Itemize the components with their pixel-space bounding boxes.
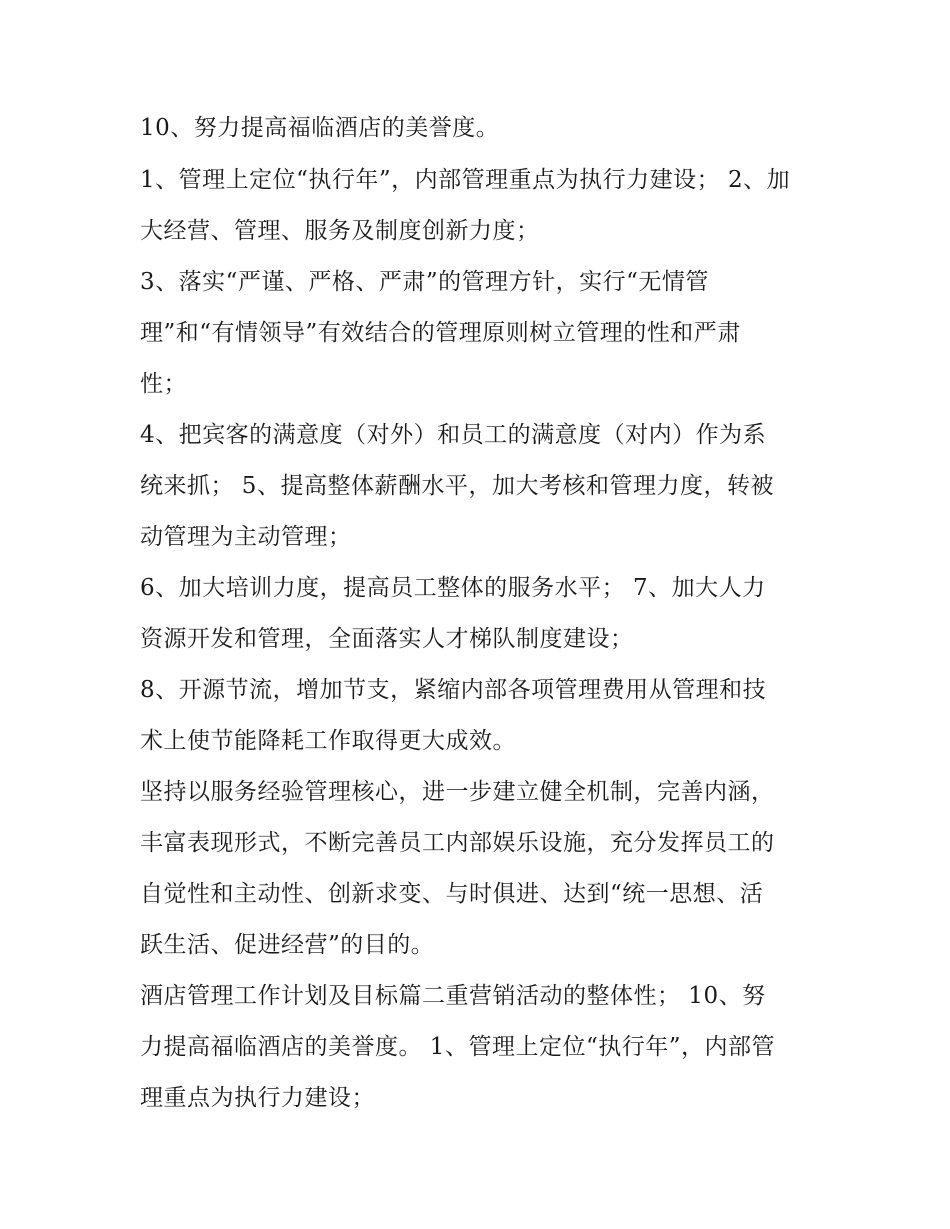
text-line: 酒店管理工作计划及目标篇二重营销活动的整体性； 10、努 [140, 983, 766, 1009]
text-line: 4、把宾客的满意度（对外）和员工的满意度（对内）作为系 [140, 422, 767, 448]
text-line: 自觉性和主动性、创新求变、与时俱进、达到“统一思想、活 [140, 881, 764, 907]
text-line: 术上使节能降耗工作取得更大成效。 [140, 728, 516, 754]
text-line: 丰富表现形式，不断完善员工内部娱乐设施，充分发挥员工的 [140, 830, 775, 856]
text-line: 1、管理上定位“执行年”，内部管理重点为执行力建设； 2、加 [140, 167, 791, 193]
text-line: 理”和“有情领导”有效结合的管理原则树立管理的性和严肃 [140, 320, 741, 346]
text-line: 动管理为主动管理； [140, 524, 352, 550]
text-line: 力提高福临酒店的美誉度。 1、管理上定位“执行年”，内部管 [140, 1034, 775, 1060]
text-line: 8、开源节流，增加节支，紧缩内部各项管理费用从管理和技 [140, 677, 767, 703]
text-line: 资源开发和管理，全面落实人才梯队制度建设； [140, 626, 634, 652]
text-line: 性； [140, 371, 187, 397]
text-line: 统来抓； 5、提高整体薪酬水平，加大考核和管理力度，转被 [140, 473, 774, 499]
text-line: 3、落实“严谨、严格、严肃”的管理方针，实行“无情管 [140, 269, 709, 295]
text-line: 6、加大培训力度，提高员工整体的服务水平； 7、加大人力 [140, 575, 766, 601]
text-line: 10、努力提高福临酒店的美誉度。 [140, 115, 500, 141]
text-line: 坚持以服务经验管理核心，进一步建立健全机制，完善内涵， [140, 779, 775, 805]
text-line: 跃生活、促进经营”的目的。 [140, 932, 435, 958]
text-line: 大经营、管理、服务及制度创新力度； [140, 218, 540, 244]
text-line: 理重点为执行力建设； [140, 1085, 375, 1111]
